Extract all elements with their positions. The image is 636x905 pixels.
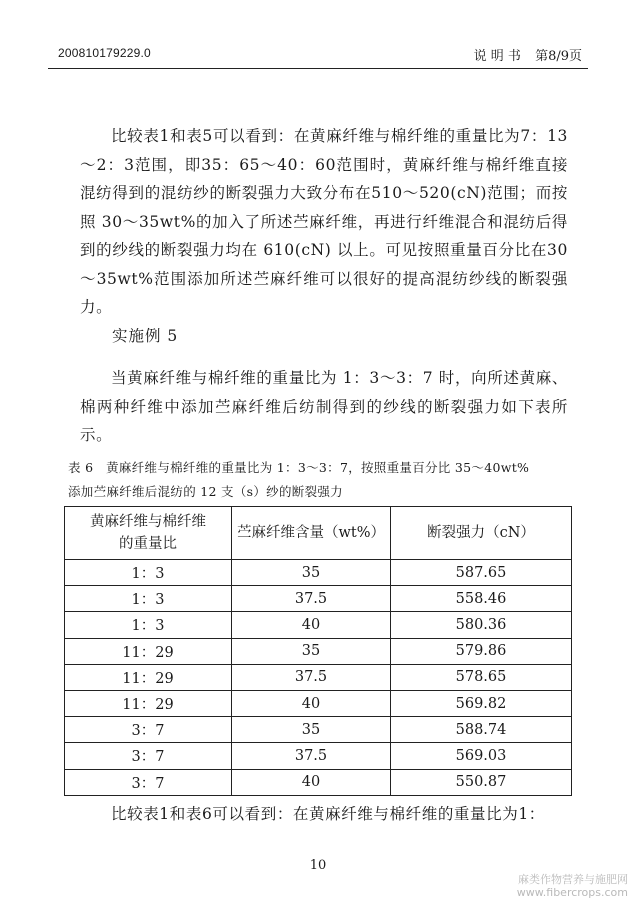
table-caption-line1: 表 6 黄麻纤维与棉纤维的重量比为 1：3～3：7，按照重量百分比 35～40wt% bbox=[68, 460, 530, 475]
paragraph-example5: 当黄麻纤维与棉纤维的重量比为 1：3～3：7 时，向所述黄麻、棉两种纤维中添加苎麻纤维后纺制得到的纱线的断裂强力如下表所示。 bbox=[80, 369, 568, 444]
strength-cell: 558.46 bbox=[391, 586, 572, 612]
header-weight-ratio: 黄麻纤维与棉纤维的重量比 bbox=[65, 507, 232, 560]
strength-cell: 579.86 bbox=[391, 638, 572, 664]
ratio-cell: 11：29 bbox=[65, 690, 232, 716]
table-row bbox=[65, 743, 572, 769]
table-row bbox=[65, 690, 572, 716]
ramie-content-cell: 35 bbox=[232, 560, 391, 586]
strength-cell: 578.65 bbox=[391, 664, 572, 690]
ramie-content-cell: 37.5 bbox=[232, 743, 391, 769]
table-row bbox=[65, 717, 572, 743]
header-breaking-strength: 断裂强力（cN） bbox=[391, 507, 572, 560]
site-watermark bbox=[517, 873, 628, 899]
ratio-cell: 11：29 bbox=[65, 664, 232, 690]
paragraph-comparison-table6: 比较表1和表6可以看到：在黄麻纤维与棉纤维的重量比为1： bbox=[111, 805, 545, 823]
ratio-cell: 11：29 bbox=[65, 638, 232, 664]
table-header-row bbox=[65, 507, 572, 560]
table-row bbox=[65, 612, 572, 638]
ratio-cell: 3：7 bbox=[65, 743, 232, 769]
header-ramie-content: 苎麻纤维含量（wt%） bbox=[232, 507, 391, 560]
watermark-title: 麻类作物营养与施肥网 bbox=[518, 873, 628, 886]
table-row bbox=[65, 638, 572, 664]
table-caption bbox=[68, 456, 568, 504]
ramie-content-cell: 40 bbox=[232, 690, 391, 716]
strength-cell: 588.74 bbox=[391, 717, 572, 743]
strength-cell: 580.36 bbox=[391, 612, 572, 638]
strength-cell: 587.65 bbox=[391, 560, 572, 586]
ratio-cell: 1：3 bbox=[65, 586, 232, 612]
strength-cell: 569.82 bbox=[391, 690, 572, 716]
table-caption-line2: 添加苎麻纤维后混纺的 12 支（s）纱的断裂强力 bbox=[68, 484, 343, 499]
table-row bbox=[65, 586, 572, 612]
ramie-content-cell: 40 bbox=[232, 769, 391, 795]
ramie-content-cell: 35 bbox=[232, 717, 391, 743]
watermark-url: www.fibercrops.com bbox=[516, 886, 628, 899]
page-header bbox=[48, 44, 588, 69]
doc-type: 说 明 书 bbox=[473, 49, 521, 64]
page-number: 10 bbox=[309, 858, 327, 873]
paragraph-comparison-table5: 比较表1和表5可以看到：在黄麻纤维与棉纤维的重量比为7：13～2：3范围，即35：65～40：60范围时，黄麻纤维与棉纤维直接混纺得到的混纺纱的断裂强力大致分布在510～520(cN)范围；而按照 30～35wt%的加入了所述苎麻纤维，再进行纤维混合和混纺后得到的纱线的断裂强力均在 610(cN) 以上。可见按照重量百分比在30～35wt%范围添加所述苎麻纤维可以很好的提高混纺纱线的断裂强力。 bbox=[80, 127, 568, 316]
ramie-content-cell: 40 bbox=[232, 612, 391, 638]
ramie-content-cell: 37.5 bbox=[232, 664, 391, 690]
ratio-cell: 3：7 bbox=[65, 769, 232, 795]
ramie-content-cell: 37.5 bbox=[232, 586, 391, 612]
table-row bbox=[65, 560, 572, 586]
page-label: 第8/9页 bbox=[535, 49, 582, 64]
application-number: 200810179229.0 bbox=[58, 46, 151, 60]
section-heading: 实施例 5 bbox=[112, 327, 179, 345]
table-row bbox=[65, 664, 572, 690]
strength-cell: 569.03 bbox=[391, 743, 572, 769]
ramie-content-cell: 35 bbox=[232, 638, 391, 664]
ratio-cell: 1：3 bbox=[65, 612, 232, 638]
header-right bbox=[464, 45, 582, 64]
table-row bbox=[65, 769, 572, 795]
strength-cell: 550.87 bbox=[391, 769, 572, 795]
ratio-cell: 1：3 bbox=[65, 560, 232, 586]
breaking-strength-table bbox=[64, 506, 572, 796]
ratio-cell: 3：7 bbox=[65, 717, 232, 743]
